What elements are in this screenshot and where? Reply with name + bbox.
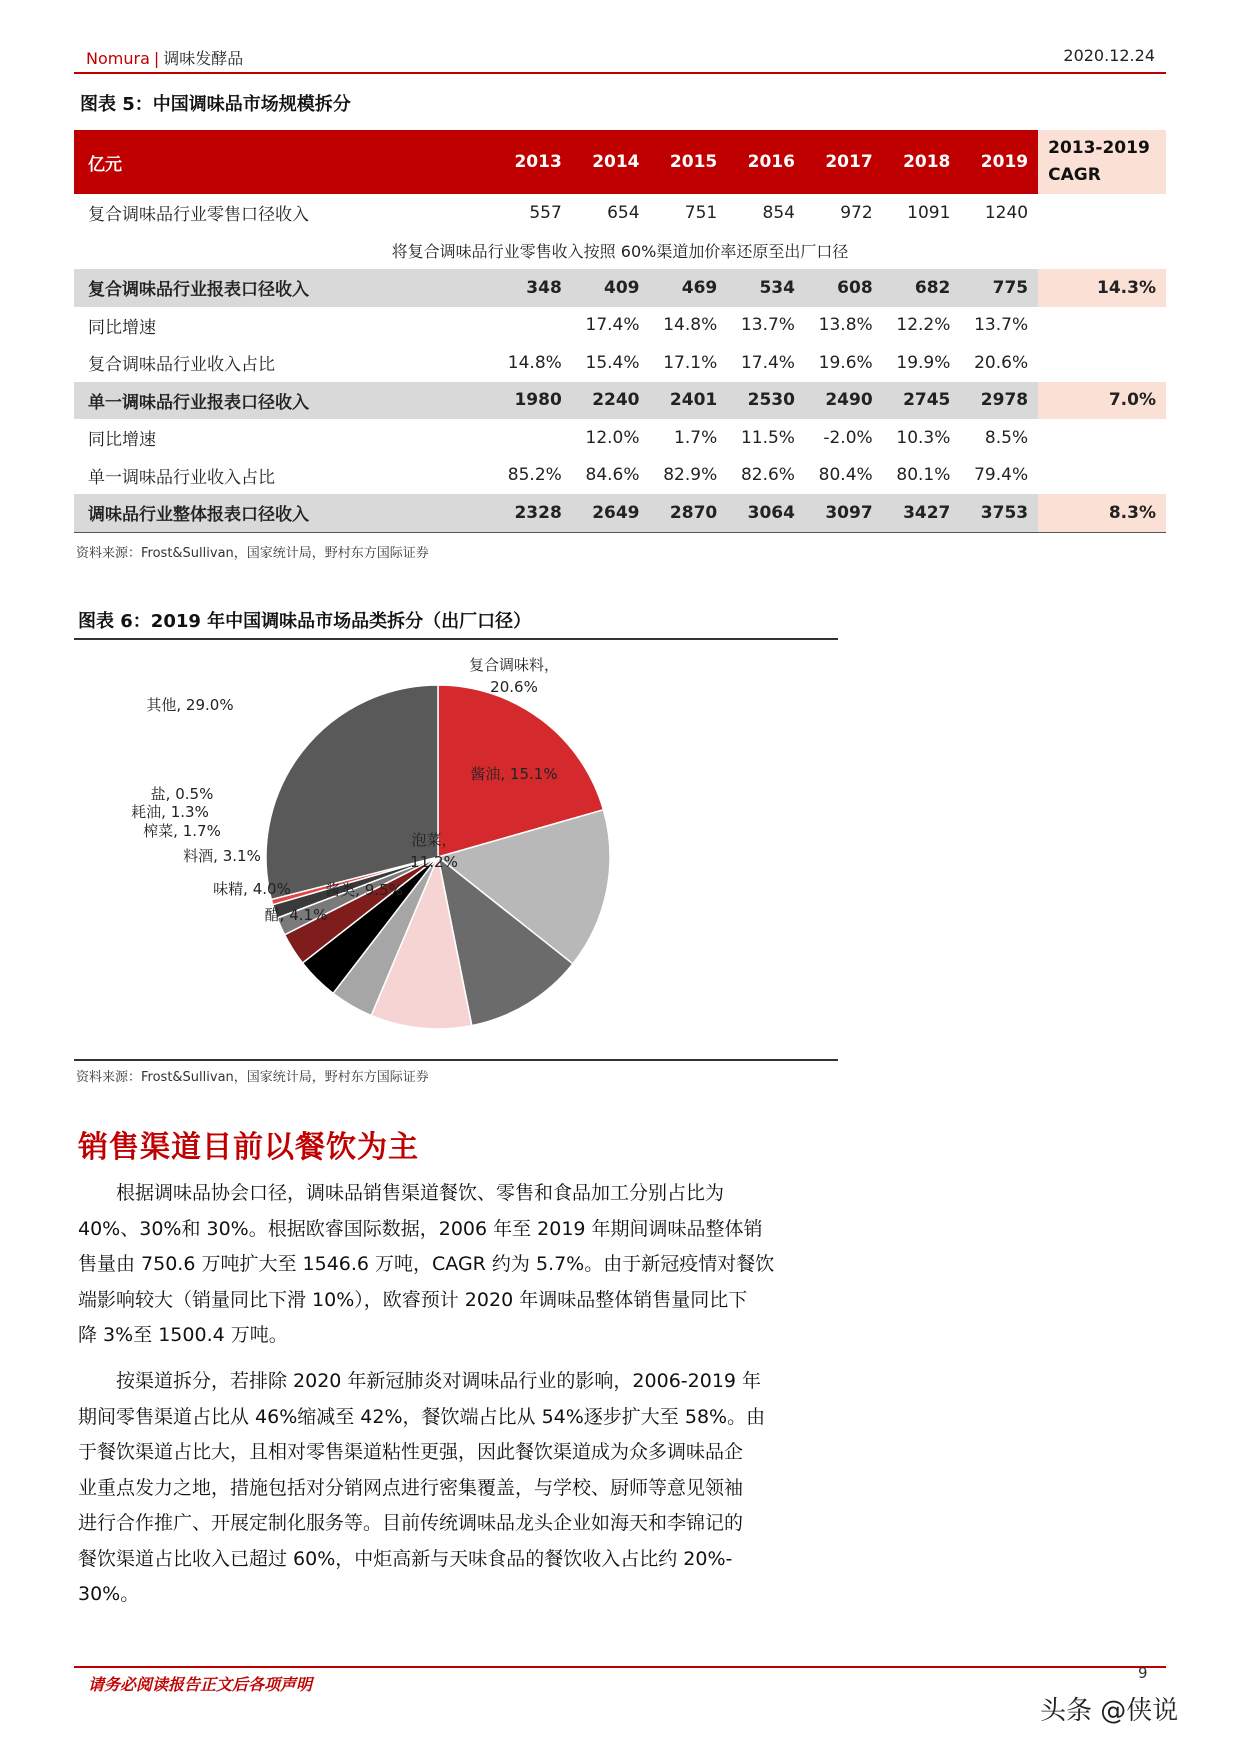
row-label: 单一调味品行业报表口径收入	[74, 382, 494, 420]
pie-slice-label: 味精, 4.0%	[213, 880, 291, 898]
table-header-row	[74, 130, 1166, 194]
pie-slice-label: 盐, 0.5%	[150, 785, 214, 803]
table-cell: 20.6%	[974, 352, 1029, 373]
unit-header: 亿元	[74, 130, 494, 194]
table-cell: 14.8%	[507, 352, 562, 373]
year-header: 2017	[805, 130, 883, 194]
figure6-title: 图表 6：2019 年中国调味品市场品类拆分（出厂口径）	[78, 611, 532, 632]
table-cell: 19.9%	[896, 352, 951, 373]
table-cell	[494, 419, 572, 457]
table-cell: 3753	[960, 494, 1038, 532]
table-row	[74, 457, 1166, 495]
table-cell: 2490	[805, 382, 883, 420]
table-cell	[494, 307, 572, 345]
row-label: 复合调味品行业零售口径收入	[88, 205, 309, 226]
table-cell: 1240	[984, 202, 1029, 223]
table-row	[74, 419, 1166, 457]
table-cell: 11.5%	[740, 427, 795, 448]
table-cell: 2978	[960, 382, 1038, 420]
row-label: 同比增速	[88, 317, 156, 338]
paragraph-line: 进行合作推广、开展定制化服务等。目前传统调味品龙头企业如海天和李锦记的	[78, 1512, 744, 1534]
cagr-cell: 8.3%	[1038, 494, 1166, 532]
paragraph-line: 30%。	[78, 1583, 140, 1605]
table-cell: 557	[529, 202, 562, 223]
table-cell: 972	[840, 202, 873, 223]
table-row	[74, 307, 1166, 345]
table-cell: 2530	[727, 382, 805, 420]
table-cell: 15.4%	[585, 352, 640, 373]
header-separator: |	[153, 49, 160, 68]
paragraph-line: 降 3%至 1500.4 万吨。	[78, 1324, 288, 1346]
pie-slice-label: 耗油, 1.3%	[131, 803, 209, 821]
table-cell: 12.2%	[896, 315, 951, 336]
year-header: 2018	[883, 130, 961, 194]
figure6-bottom-rule	[74, 1059, 838, 1061]
pie-slice-label: 泡菜， 11.2%	[410, 831, 458, 871]
cagr-header-label: CAGR	[1048, 165, 1101, 185]
page-number: 9	[1138, 1664, 1148, 1682]
table-cell: 1091	[907, 202, 951, 223]
cagr-cell	[1038, 344, 1166, 382]
table-cell: 3064	[727, 494, 805, 532]
pie-slice-label: 酱类, 9.5%	[325, 881, 403, 899]
table-cell: 19.6%	[818, 352, 873, 373]
table-note: 将复合调味品行业零售收入按照 60%渠道加价率还原至出厂口径	[391, 241, 849, 261]
table-cell: 3097	[805, 494, 883, 532]
cagr-cell: 7.0%	[1038, 382, 1166, 420]
paragraph-line: 业重点发力之地，措施包括对分销网点进行密集覆盖，与学校、厨师等意见领袖	[78, 1476, 744, 1499]
brand-name: Nomura	[86, 49, 150, 68]
table-cell: 82.9%	[663, 465, 718, 486]
year-header: 2016	[727, 130, 805, 194]
table-cell: 534	[727, 269, 805, 307]
table-row	[74, 269, 1166, 307]
figure5-title: 图表 5：中国调味品市场规模拆分	[80, 94, 351, 115]
header-divider	[74, 72, 1166, 74]
year-header: 2019	[960, 130, 1038, 194]
table-cell: 80.1%	[896, 465, 951, 486]
row-label: 复合调味品行业报表口径收入	[74, 269, 494, 307]
pie-slice-label: 复合调味料， 20.6%	[468, 656, 560, 696]
paragraph-line: 端影响较大（销量同比下滑 10%），欧睿预计 2020 年调味品整体销售量同比下	[78, 1288, 748, 1311]
table-cell: 2401	[650, 382, 728, 420]
footer-disclaimer: 请务必阅读报告正文后各项声明	[88, 1675, 313, 1694]
category-pie-chart	[74, 640, 838, 1060]
report-category: 调味发酵品	[163, 49, 244, 68]
cagr-cell: 14.3%	[1038, 269, 1166, 307]
table-cell: 17.1%	[663, 352, 718, 373]
paragraph-2	[78, 1364, 833, 1613]
table-row	[74, 382, 1166, 420]
table-row	[74, 344, 1166, 382]
cagr-header	[1038, 130, 1166, 194]
table-cell: 775	[960, 269, 1038, 307]
table-cell: 3427	[883, 494, 961, 532]
row-label: 同比增速	[88, 430, 156, 451]
row-label: 单一调味品行业收入占比	[88, 467, 275, 488]
year-header: 2015	[650, 130, 728, 194]
table-cell: 17.4%	[740, 352, 795, 373]
table-cell: 8.5%	[984, 427, 1029, 448]
table-cell: 13.7%	[740, 315, 795, 336]
row-label: 调味品行业整体报表口径收入	[74, 494, 494, 532]
table-cell: 2745	[883, 382, 961, 420]
table-cell: 682	[883, 269, 961, 307]
table-cell: 2240	[572, 382, 650, 420]
table-cell: 17.4%	[585, 315, 640, 336]
paragraph-line: 按渠道拆分，若排除 2020 年新冠肺炎对调味品行业的影响，2006-2019 年	[116, 1370, 762, 1392]
table-cell: 1.7%	[674, 427, 718, 448]
paragraph-line: 于餐饮渠道占比大，且相对零售渠道粘性更强，因此餐饮渠道成为众多调味品企	[78, 1441, 744, 1463]
table-cell: 608	[805, 269, 883, 307]
figure6-source: 资料来源：Frost&Sullivan，国家统计局，野村东方国际证券	[76, 1070, 429, 1085]
paragraph-line: 餐饮渠道占比收入已超过 60%，中炬高新与天味食品的餐饮收入占比约 20%-	[78, 1547, 733, 1570]
paragraph-line: 40%、30%和 30%。根据欧睿国际数据，2006 年至 2019 年期间调味品整体销	[78, 1217, 763, 1240]
cagr-cell	[1038, 307, 1166, 345]
paragraph-line: 期间零售渠道占比从 46%缩减至 42%，餐饮端占比从 54%逐步扩大至 58%。由	[78, 1405, 766, 1428]
table-cell: 80.4%	[818, 465, 873, 486]
report-date: 2020.12.24	[1063, 46, 1155, 65]
section-title: 销售渠道目前以餐饮为主	[78, 1130, 419, 1165]
row-label: 复合调味品行业收入占比	[88, 355, 275, 376]
market-size-table	[74, 130, 1166, 533]
year-header: 2013	[494, 130, 572, 194]
table-cell: 84.6%	[585, 465, 640, 486]
table-cell: 1980	[494, 382, 572, 420]
table-cell: 10.3%	[896, 427, 951, 448]
table-cell: 82.6%	[740, 465, 795, 486]
cagr-cell	[1038, 457, 1166, 495]
table-cell: 13.8%	[818, 315, 873, 336]
table-cell: 2328	[494, 494, 572, 532]
table-row	[74, 494, 1166, 532]
table-row	[74, 194, 1166, 232]
pie-slice-label: 醋, 4.1%	[264, 906, 328, 924]
cagr-cell	[1038, 419, 1166, 457]
paragraph-line: 售量由 750.6 万吨扩大至 1546.6 万吨，CAGR 约为 5.7%。由于新冠疫情对餐饮	[78, 1253, 775, 1275]
cagr-header-range: 2013-2019	[1048, 137, 1150, 158]
footer-divider	[74, 1666, 1166, 1668]
year-header: 2014	[572, 130, 650, 194]
table-cell: 79.4%	[974, 465, 1029, 486]
table-cell: 751	[684, 202, 718, 223]
table-cell: 13.7%	[974, 315, 1029, 336]
pie-slice-label: 其他, 29.0%	[146, 696, 234, 714]
table-cell: 409	[572, 269, 650, 307]
table-cell: 469	[650, 269, 728, 307]
table-note-row	[74, 232, 1166, 270]
paragraph-1	[78, 1176, 833, 1354]
table-cell: 348	[494, 269, 572, 307]
cagr-cell	[1038, 194, 1166, 232]
table-cell: -2.0%	[823, 427, 873, 448]
table-cell: 14.8%	[663, 315, 718, 336]
table-cell: 2649	[572, 494, 650, 532]
table-cell: 654	[607, 202, 640, 223]
watermark: 头条 @侠说	[1040, 1696, 1179, 1726]
figure5-source: 资料来源：Frost&Sullivan，国家统计局，野村东方国际证券	[76, 546, 429, 561]
table-cell: 12.0%	[585, 427, 640, 448]
table-cell: 85.2%	[507, 465, 562, 486]
pie-slice-label: 榨菜, 1.7%	[143, 822, 221, 840]
report-header	[86, 46, 243, 69]
pie-slice-label: 酱油, 15.1%	[470, 765, 558, 783]
pie-slice-label: 料酒, 3.1%	[183, 847, 261, 865]
paragraph-line: 根据调味品协会口径，调味品销售渠道餐饮、零售和食品加工分别占比为	[116, 1182, 725, 1204]
table-cell: 854	[762, 202, 795, 223]
table-cell: 2870	[650, 494, 728, 532]
